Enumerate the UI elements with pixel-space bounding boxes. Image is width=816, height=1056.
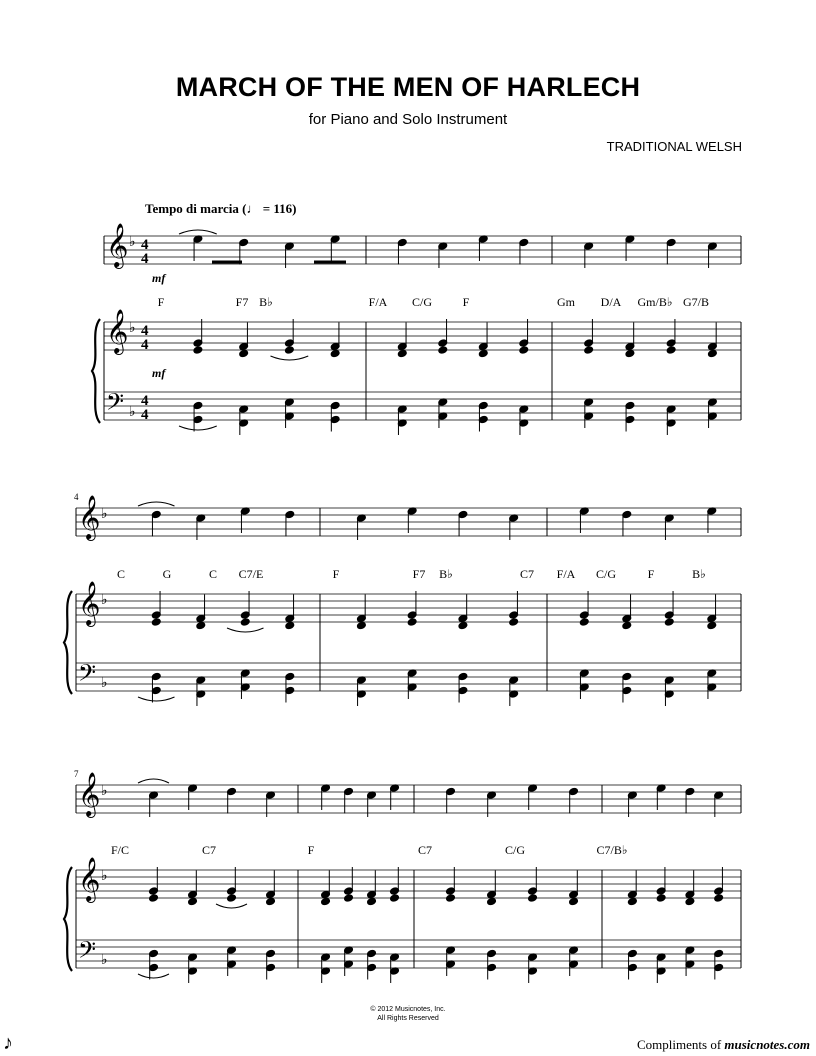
measure-number: 4: [74, 492, 79, 502]
tie: [138, 697, 175, 701]
notehead: [285, 621, 295, 630]
key-signature-flat-icon: ♭: [101, 506, 108, 522]
notehead: [321, 897, 331, 906]
notehead: [407, 618, 417, 627]
chord-symbol: C7/E: [238, 567, 264, 581]
notehead: [240, 618, 250, 627]
notehead: [579, 618, 589, 627]
chord-symbol: F: [332, 567, 340, 581]
piano-treble-staff: [76, 870, 741, 898]
tie: [138, 502, 175, 506]
chord-symbol: C: [116, 567, 126, 581]
time-signature-top: 4: [141, 323, 149, 339]
chord-symbol: F/A: [556, 567, 576, 581]
notehead: [685, 897, 695, 906]
notehead: [627, 897, 637, 906]
notehead: [149, 894, 159, 903]
chord-symbol: G7/B: [682, 295, 710, 309]
subtitle: for Piano and Solo Instrument: [308, 111, 508, 128]
chord-symbol: F: [647, 567, 655, 581]
notehead: [707, 349, 717, 358]
notehead: [193, 346, 203, 355]
grand-staff-brace: [64, 591, 72, 694]
chord-symbol: F/A: [368, 295, 388, 309]
key-signature-flat-icon: ♭: [101, 952, 108, 968]
bass-clef-icon: 𝄢: [78, 936, 97, 969]
tie: [138, 779, 169, 783]
page-title: MARCH OF THE MEN OF HARLECH: [175, 72, 641, 102]
tie: [179, 230, 217, 234]
notehead: [266, 897, 276, 906]
notehead: [487, 897, 497, 906]
notehead: [519, 346, 529, 355]
chord-symbol: Gm/B♭: [637, 295, 673, 309]
chord-symbol: B♭: [692, 567, 706, 581]
notehead: [390, 894, 400, 903]
bass-clef-icon: 𝄢: [78, 659, 97, 692]
notehead: [397, 349, 407, 358]
notehead: [584, 346, 594, 355]
chord-symbol: C7/B♭: [596, 843, 628, 857]
tempo-marking: Tempo di marcia (♩ = 116): [145, 201, 297, 216]
copyright-line-1: © 2012 Musicnotes, Inc.: [370, 1006, 446, 1013]
measure-number: 7: [74, 769, 79, 779]
notehead: [666, 346, 676, 355]
tie: [179, 426, 217, 430]
key-signature-flat-icon: ♭: [101, 675, 108, 691]
solo-staff: [76, 785, 741, 813]
chord-symbol: C7: [519, 567, 535, 581]
copyright-notice: [0, 1005, 816, 1023]
chord-symbol: F/C: [110, 843, 130, 857]
composer-credit: TRADITIONAL WELSH: [606, 139, 742, 154]
key-signature-flat-icon: ♭: [129, 404, 136, 420]
notehead: [478, 349, 488, 358]
treble-clef-icon: 𝄞: [78, 581, 101, 625]
time-signature-top: 4: [141, 237, 149, 253]
compliments-line: [637, 1037, 810, 1053]
treble-clef-icon: 𝄞: [78, 495, 101, 539]
notehead: [196, 621, 206, 630]
key-signature-flat-icon: ♭: [129, 320, 136, 336]
chord-symbol: F: [157, 295, 165, 309]
notehead: [284, 346, 294, 355]
copyright-line-2: All Rights Reserved: [377, 1015, 439, 1022]
notehead: [622, 621, 632, 630]
chord-symbol: F7: [235, 295, 249, 309]
chord-symbol: F7: [412, 567, 426, 581]
chord-symbol: C/G: [504, 843, 526, 857]
musicnotes-logo-icon: ♪: [3, 1032, 13, 1054]
chord-symbol: C7: [417, 843, 433, 857]
tie: [271, 356, 309, 360]
piano-bass-staff: [76, 940, 741, 968]
chord-symbol: B♭: [259, 295, 273, 309]
notehead: [227, 894, 237, 903]
notehead: [458, 621, 468, 630]
notehead: [446, 894, 456, 903]
key-signature-flat-icon: ♭: [129, 234, 136, 250]
chord-symbol: Gm: [557, 295, 575, 309]
time-signature-top: 4: [141, 393, 149, 409]
notehead: [356, 621, 366, 630]
notehead: [569, 897, 579, 906]
tie: [227, 628, 264, 632]
notehead: [528, 894, 538, 903]
bass-clef-icon: 𝄢: [106, 388, 125, 421]
notehead: [344, 894, 354, 903]
dynamic-marking-piano: mf: [152, 366, 166, 380]
time-signature-bottom: 4: [141, 407, 149, 423]
grand-staff-brace: [92, 319, 100, 423]
notehead: [664, 618, 674, 627]
chord-symbol: F: [307, 843, 315, 857]
compliments-site-link[interactable]: musicnotes.com: [724, 1037, 810, 1052]
notehead: [239, 349, 249, 358]
chord-symbol: B♭: [439, 567, 453, 581]
treble-clef-icon: 𝄞: [106, 309, 129, 353]
treble-clef-icon: 𝄞: [78, 772, 101, 816]
notehead: [509, 618, 519, 627]
treble-clef-icon: 𝄞: [106, 223, 129, 267]
chord-symbol: C/G: [411, 295, 433, 309]
time-signature-bottom: 4: [141, 251, 149, 267]
key-signature-flat-icon: ♭: [101, 868, 108, 884]
chord-symbol: G: [162, 567, 172, 581]
notehead: [438, 346, 448, 355]
chord-symbol: C/G: [595, 567, 617, 581]
notehead: [151, 618, 161, 627]
notehead: [714, 894, 724, 903]
grand-staff-brace: [64, 867, 72, 971]
key-signature-flat-icon: ♭: [101, 783, 108, 799]
chord-symbol: C: [208, 567, 218, 581]
notehead: [707, 621, 717, 630]
notehead: [330, 349, 340, 358]
chord-symbol: F: [462, 295, 470, 309]
notehead: [188, 897, 198, 906]
tie: [138, 974, 169, 978]
notehead: [367, 897, 377, 906]
key-signature-flat-icon: ♭: [101, 592, 108, 608]
notehead: [656, 894, 666, 903]
time-signature-bottom: 4: [141, 337, 149, 353]
dynamic-marking-solo: mf: [152, 271, 166, 285]
chord-symbol: C7: [201, 843, 217, 857]
notehead: [625, 349, 635, 358]
treble-clef-icon: 𝄞: [78, 857, 101, 901]
tie: [216, 904, 247, 908]
chord-symbol: D/A: [600, 295, 622, 309]
compliments-prefix: Compliments of: [637, 1037, 725, 1052]
